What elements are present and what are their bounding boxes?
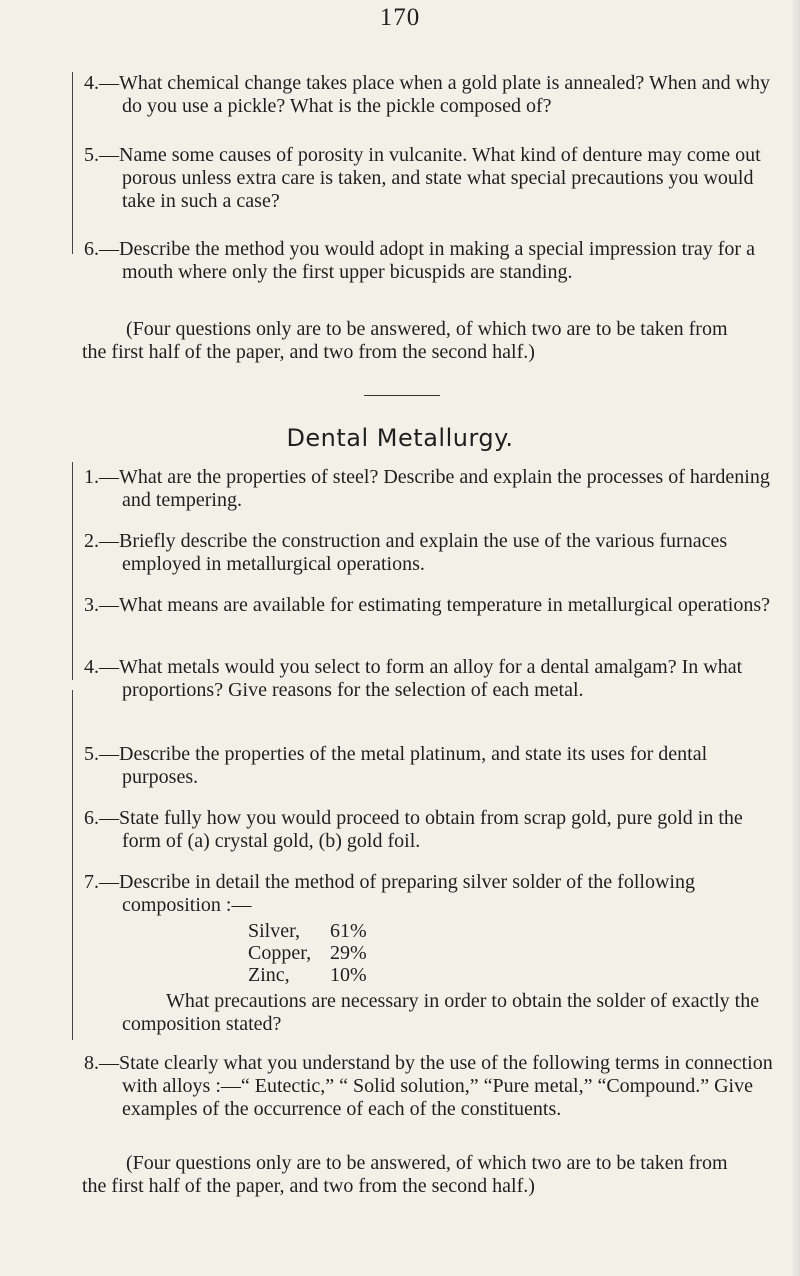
question-number: 6. xyxy=(84,238,99,260)
metallurgy-question-5 xyxy=(84,743,782,789)
margin-bracket-top xyxy=(72,72,83,254)
section-title: Dental Metallurgy. xyxy=(286,424,514,452)
question-text: —What means are available for estimating temperature in metallurgical operations? xyxy=(99,594,771,616)
metal-name: Zinc, xyxy=(248,964,290,986)
metal-name: Silver, xyxy=(248,920,300,942)
question-number: 4. xyxy=(84,656,99,678)
question-number: 3. xyxy=(84,594,99,616)
metallurgy-question-3 xyxy=(84,594,782,617)
solder-composition xyxy=(248,920,367,986)
question-text: —What metals would you select to form an alloy for a dental amalgam? In what proportions? Give reasons for the selection of each metal. xyxy=(99,656,743,701)
question-number: 2. xyxy=(84,530,99,552)
question-number: 5. xyxy=(84,743,99,765)
question-4-top xyxy=(84,72,782,118)
question-text: —Describe the properties of the metal platinum, and state its uses for dental purposes. xyxy=(99,743,708,788)
question-text: —Name some causes of porosity in vulcanite. What kind of denture may come out porous unless extra care is taken, and state what special precautions you would take in such a case? xyxy=(99,144,761,212)
metal-name: Copper, xyxy=(248,942,312,964)
question-text: —Describe the method you would adopt in making a special impression tray for a mouth where only the first upper bicuspids are standing. xyxy=(99,238,755,283)
question-6-top xyxy=(84,238,782,284)
question-number: 4. xyxy=(84,72,99,94)
question-text: —Describe in detail the method of preparing silver solder of the following composition :— xyxy=(99,871,695,916)
question-number: 8. xyxy=(84,1052,99,1074)
question-text: What precautions are necessary in order to obtain the solder of exactly the composition stated? xyxy=(122,990,760,1035)
question-text: —State fully how you would proceed to obtain from scrap gold, pure gold in the form of (a) crystal gold, (b) gold foil. xyxy=(99,807,743,852)
metallurgy-question-7 xyxy=(84,871,782,917)
page-number: 170 xyxy=(379,4,421,31)
section-divider xyxy=(364,395,440,396)
metallurgy-question-7-continuation xyxy=(84,990,782,1036)
question-5-top xyxy=(84,144,782,213)
metal-percent: 10% xyxy=(330,964,367,986)
instruction-note-2: (Four questions only are to be answered, of which two are to be taken from the first half of the paper, and two from the second half.) xyxy=(82,1152,728,1197)
margin-bracket-metallurgy-second xyxy=(72,690,83,1040)
question-number: 6. xyxy=(84,807,99,829)
metallurgy-question-1 xyxy=(84,466,782,512)
composition-row xyxy=(248,942,367,964)
composition-row xyxy=(248,964,367,986)
composition-row xyxy=(248,920,367,942)
question-text: —What are the properties of steel? Describe and explain the processes of hardening and tempering. xyxy=(99,466,770,511)
metallurgy-question-2 xyxy=(84,530,782,576)
metallurgy-question-4 xyxy=(84,656,782,702)
question-text: —What chemical change takes place when a gold plate is annealed? When and why do you use a pickle? What is the pickle composed of? xyxy=(99,72,771,117)
question-text: —State clearly what you understand by the use of the following terms in connection with alloys :—“ Eutectic,” “ Solid solution,” “Pure metal,” “Compound.” Give examples of the occurrence of each of the constituents. xyxy=(99,1052,773,1120)
page-edge-shadow xyxy=(790,0,800,1276)
question-number: 5. xyxy=(84,144,99,166)
metal-percent: 61% xyxy=(330,920,367,942)
instruction-note-1: (Four questions only are to be answered, of which two are to be taken from the first half of the paper, and two from the second half.) xyxy=(82,318,728,363)
metallurgy-question-8 xyxy=(84,1052,782,1121)
metallurgy-question-6 xyxy=(84,807,782,853)
metal-percent: 29% xyxy=(330,942,367,964)
question-number: 1. xyxy=(84,466,99,488)
question-number: 7. xyxy=(84,871,99,893)
question-text: —Briefly describe the construction and explain the use of the various furnaces employed in metallurgical operations. xyxy=(99,530,728,575)
margin-bracket-metallurgy-first xyxy=(72,462,83,680)
